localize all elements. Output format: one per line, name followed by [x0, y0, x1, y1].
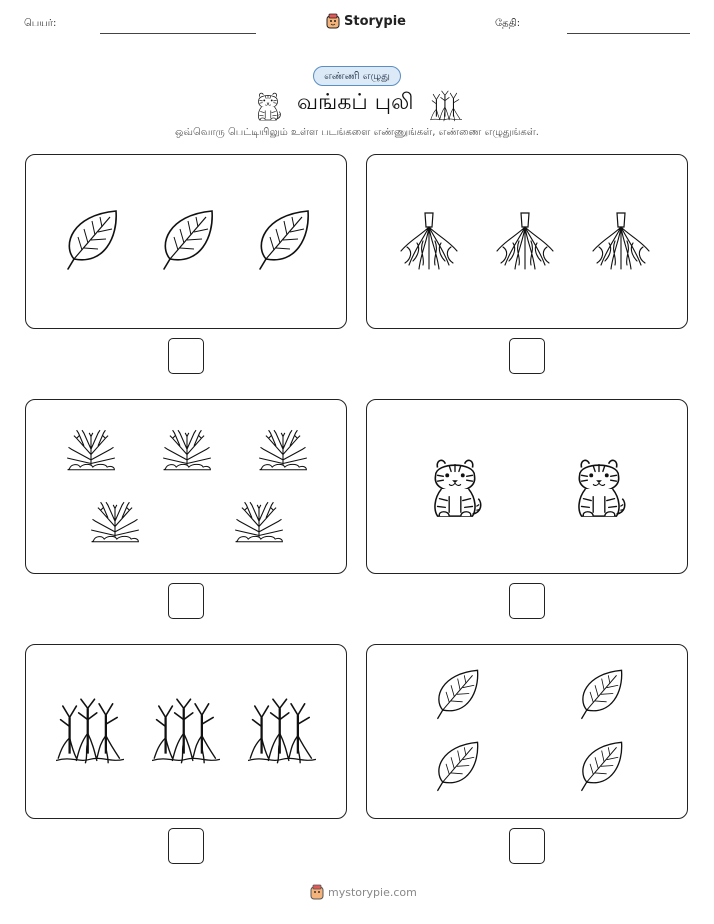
leaf-icon	[575, 667, 625, 725]
answer-box-6[interactable]	[509, 828, 545, 864]
leaf-icon	[431, 739, 481, 797]
date-label: தேதி:	[495, 18, 521, 29]
roots-icon	[495, 211, 555, 271]
tiger-icon	[569, 454, 629, 520]
bush-icon	[256, 426, 310, 474]
answer-box-2[interactable]	[509, 338, 545, 374]
leaf-icon	[252, 207, 312, 277]
storypie-mascot-icon	[310, 884, 324, 900]
leaf-icon	[156, 207, 216, 277]
count-card-5	[25, 644, 347, 819]
mangrove-icon	[248, 697, 316, 765]
bush-icon	[232, 498, 286, 546]
mangrove-icon	[56, 697, 124, 765]
count-card-4	[366, 399, 688, 574]
leaf-icon	[575, 739, 625, 797]
count-card-6	[366, 644, 688, 819]
date-line[interactable]	[567, 33, 690, 34]
tiger-title-icon	[254, 90, 282, 122]
leaf-icon	[60, 207, 120, 277]
brand-name: Storypie	[344, 13, 406, 29]
storypie-mascot-icon	[326, 13, 340, 29]
roots-icon	[399, 211, 459, 271]
bush-icon	[160, 426, 214, 474]
name-label: பெயர்:	[24, 18, 57, 29]
footer-url[interactable]: mystorypie.com	[328, 885, 417, 899]
answer-box-3[interactable]	[168, 583, 204, 619]
page-title: வங்கப் புலி	[297, 90, 414, 115]
mangrove-icon	[152, 697, 220, 765]
activity-badge: எண்ணி எழுது	[313, 66, 401, 86]
instructions: ஒவ்வொரு பெட்டியிலும் உள்ள படங்களை எண்ணுங்கள், எண்ணை எழுதுங்கள்.	[175, 127, 539, 138]
answer-box-1[interactable]	[168, 338, 204, 374]
mangrove-title-icon	[430, 90, 462, 122]
footer	[310, 884, 417, 900]
bush-icon	[88, 498, 142, 546]
count-card-3	[25, 399, 347, 574]
answer-box-4[interactable]	[509, 583, 545, 619]
bush-icon	[64, 426, 118, 474]
roots-icon	[591, 211, 651, 271]
count-card-2	[366, 154, 688, 329]
tiger-icon	[425, 454, 485, 520]
answer-box-5[interactable]	[168, 828, 204, 864]
name-line[interactable]	[100, 33, 256, 34]
count-card-1	[25, 154, 347, 329]
brand-logo	[326, 13, 406, 29]
leaf-icon	[431, 667, 481, 725]
